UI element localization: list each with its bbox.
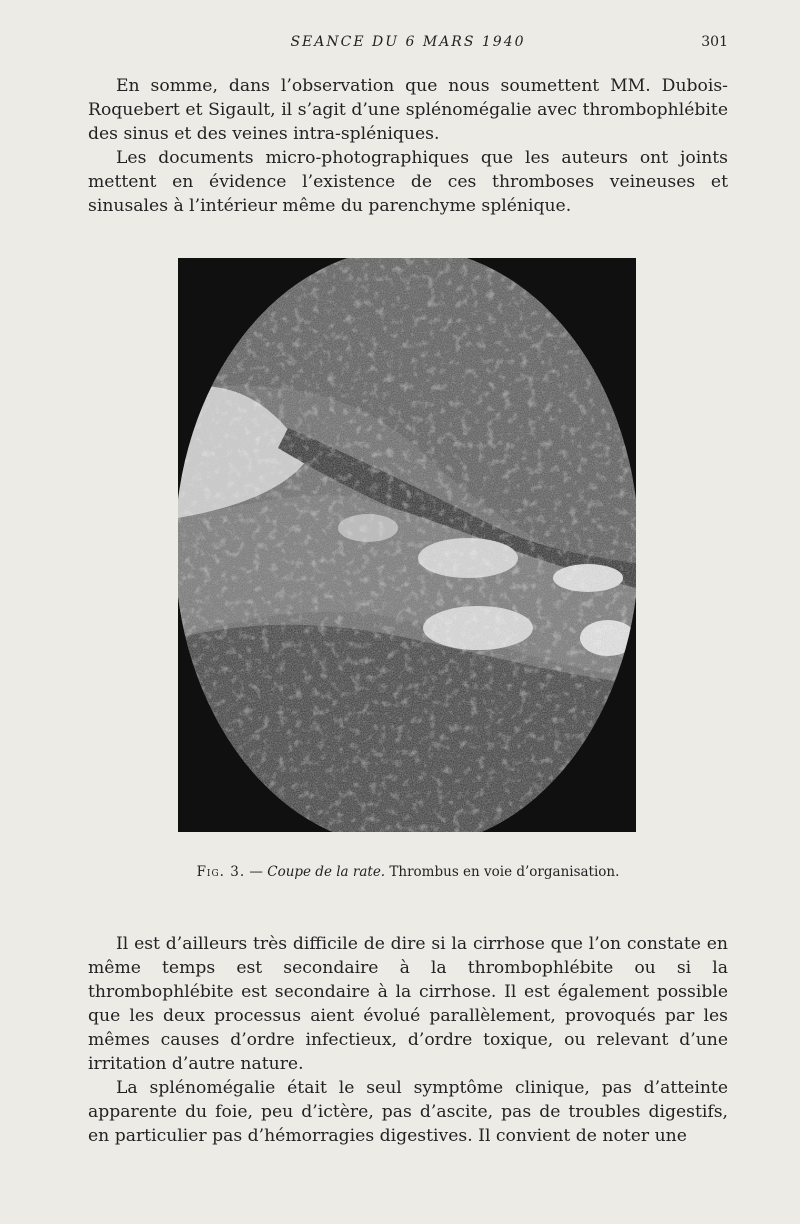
paragraph-4: La splénomégalie était le seul symptôme clinique, pas d’atteinte apparente du foie, peu d’ictère, pas d’ascite, pas de troubles digestifs, en particulier pas d’hémorragies digestives. Il convient de noter une: [88, 1078, 728, 1146]
figure-label: Fig. 3.: [196, 864, 246, 880]
micrograph-figure: [178, 258, 636, 832]
running-head: SEANCE DU 6 MARS 1940: [290, 34, 526, 50]
paragraph-1: En somme, dans l’observation que nous soumettent MM. Dubois-Roquebert et Sigault, il s’agit d’une splénomégalie avec thrombophlébite des sinus et des veines intra-spléniques.: [88, 76, 728, 144]
figure-caption: [88, 862, 728, 882]
paragraph-2: Les documents micro-photographiques que les auteurs ont joints mettent en évidence l’existence de ces thromboses veineuses et sinusales à l’intérieur même du parenchyme splénique.: [88, 148, 728, 216]
figure-description: Thrombus en voie d’organisation.: [385, 864, 620, 880]
page-number: 301: [701, 34, 728, 50]
page-header: [88, 34, 728, 54]
caption-dash: —: [245, 864, 268, 880]
micrograph-image: [178, 258, 636, 832]
paragraph-3: Il est d’ailleurs très difficile de dire si la cirrhose que l’on constate en même temps est secondaire à la thrombophlébite ou si la thrombophlébite est secondaire à la cirrhose. Il est également possible que les deux processus aient évolué parallèlement, provoqués par les mêmes causes d’ordre infectieux, d’ordre toxique, ou relevant d’une irritation d’autre nature.: [88, 934, 728, 1074]
figure-title: Coupe de la rate.: [267, 864, 386, 880]
